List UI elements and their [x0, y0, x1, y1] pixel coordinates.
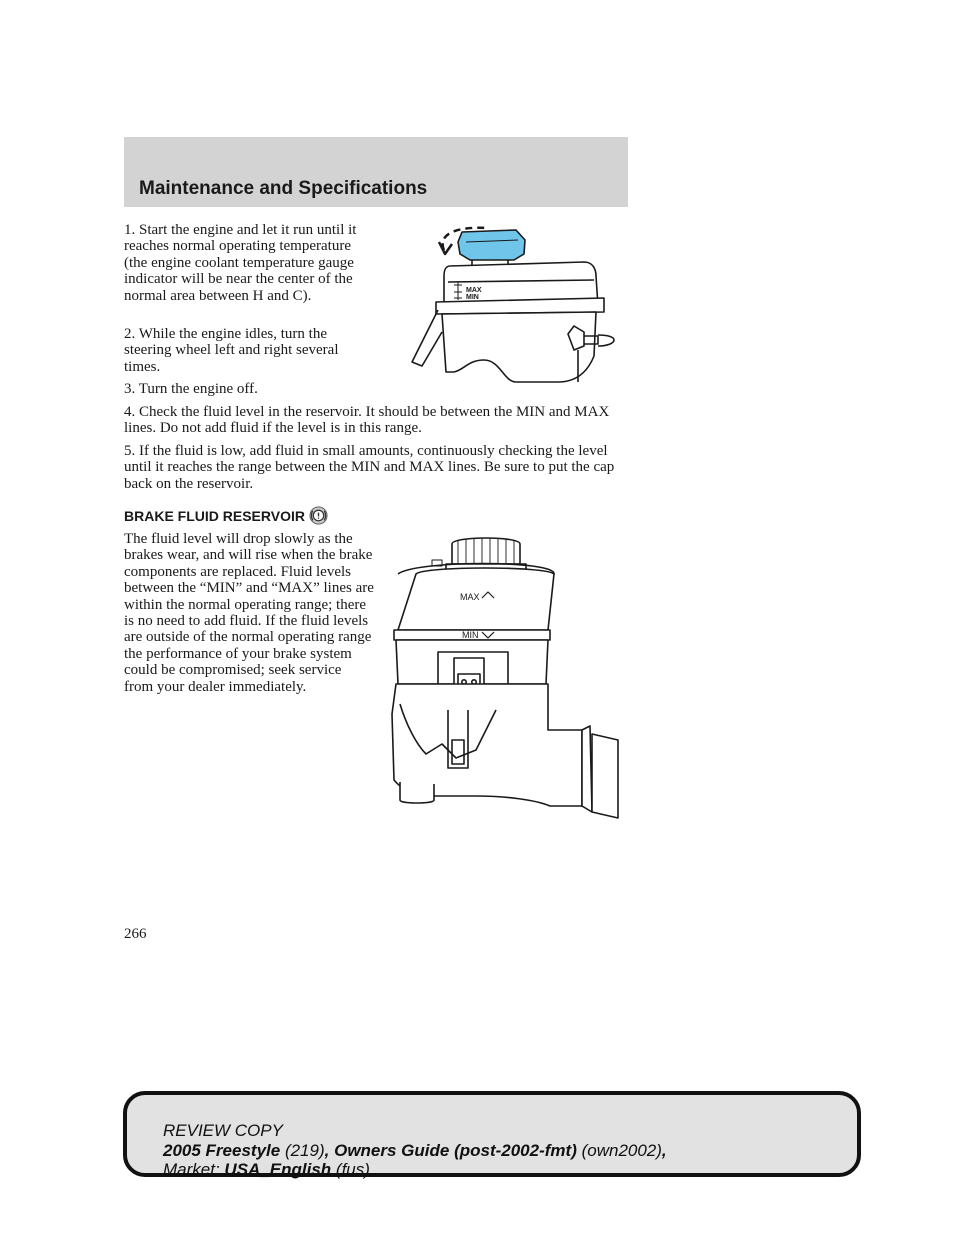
page-number: 266: [124, 926, 147, 942]
step-3: 3. Turn the engine off.: [124, 381, 258, 397]
footer-document-line: 2005 Freestyle (219), Owners Guide (post-2002-fmt) (own2002),: [163, 1141, 667, 1160]
step-5: 5. If the fluid is low, add fluid in small amounts, continuously checking the level until it reaches the range between the MIN and MAX lines. Be sure to put the cap back on the reservoir.: [124, 443, 615, 492]
footer-market-code: (fus): [335, 1160, 370, 1179]
footer-guide: Owners Guide (post-2002-fmt): [334, 1141, 577, 1160]
footer-market: USA_English: [224, 1160, 332, 1179]
step-1: 1. Start the engine and let it run until it reaches normal operating temperature (the engine coolant temperature gauge indicator will be near the center of the normal area between H and C).: [124, 222, 357, 304]
section-header-band: [124, 137, 628, 207]
brake-fluid-heading-text: BRAKE FLUID RESERVOIR: [124, 507, 305, 524]
fig2-min-label: MIN: [462, 630, 479, 640]
footer-guide-code: (own2002): [581, 1141, 662, 1160]
footer-review-label: [163, 1121, 283, 1140]
brake-master-cylinder-illustration: [386, 534, 628, 824]
brake-warning-icon: [309, 506, 328, 525]
step-2: 2. While the engine idles, turn the steering wheel left and right several times.: [124, 326, 339, 375]
footer-market-label: Market:: [163, 1160, 220, 1179]
footer-model: 2005 Freestyle: [163, 1141, 281, 1160]
section-title: Maintenance and Specifications: [139, 178, 428, 199]
footer-market-line: [163, 1160, 370, 1179]
fig1-max-label: MAX: [466, 287, 482, 294]
brake-fluid-heading: [124, 506, 328, 525]
review-copy-footer: [123, 1091, 861, 1177]
step-4: 4. Check the fluid level in the reservoir. It should be between the MIN and MAX lines. Do not add fluid if the level is in this range.: [124, 404, 610, 437]
power-steering-reservoir-illustration: [408, 222, 620, 388]
footer-review-text: REVIEW COPY: [163, 1121, 283, 1140]
fig2-max-label: MAX: [460, 592, 480, 602]
brake-fluid-description: The fluid level will drop slowly as the brakes wear, and will rise when the brake components are replaced. Fluid levels between the “MIN” and “MAX” lines are within the normal operating range; there is no need to add fluid. If the fluid levels are outside of the normal operating range the performance of your brake system could be compromised; seek service from your dealer immediately.: [124, 531, 374, 695]
fig1-min-label: MIN: [466, 294, 479, 301]
footer-model-code: (219): [284, 1141, 325, 1160]
